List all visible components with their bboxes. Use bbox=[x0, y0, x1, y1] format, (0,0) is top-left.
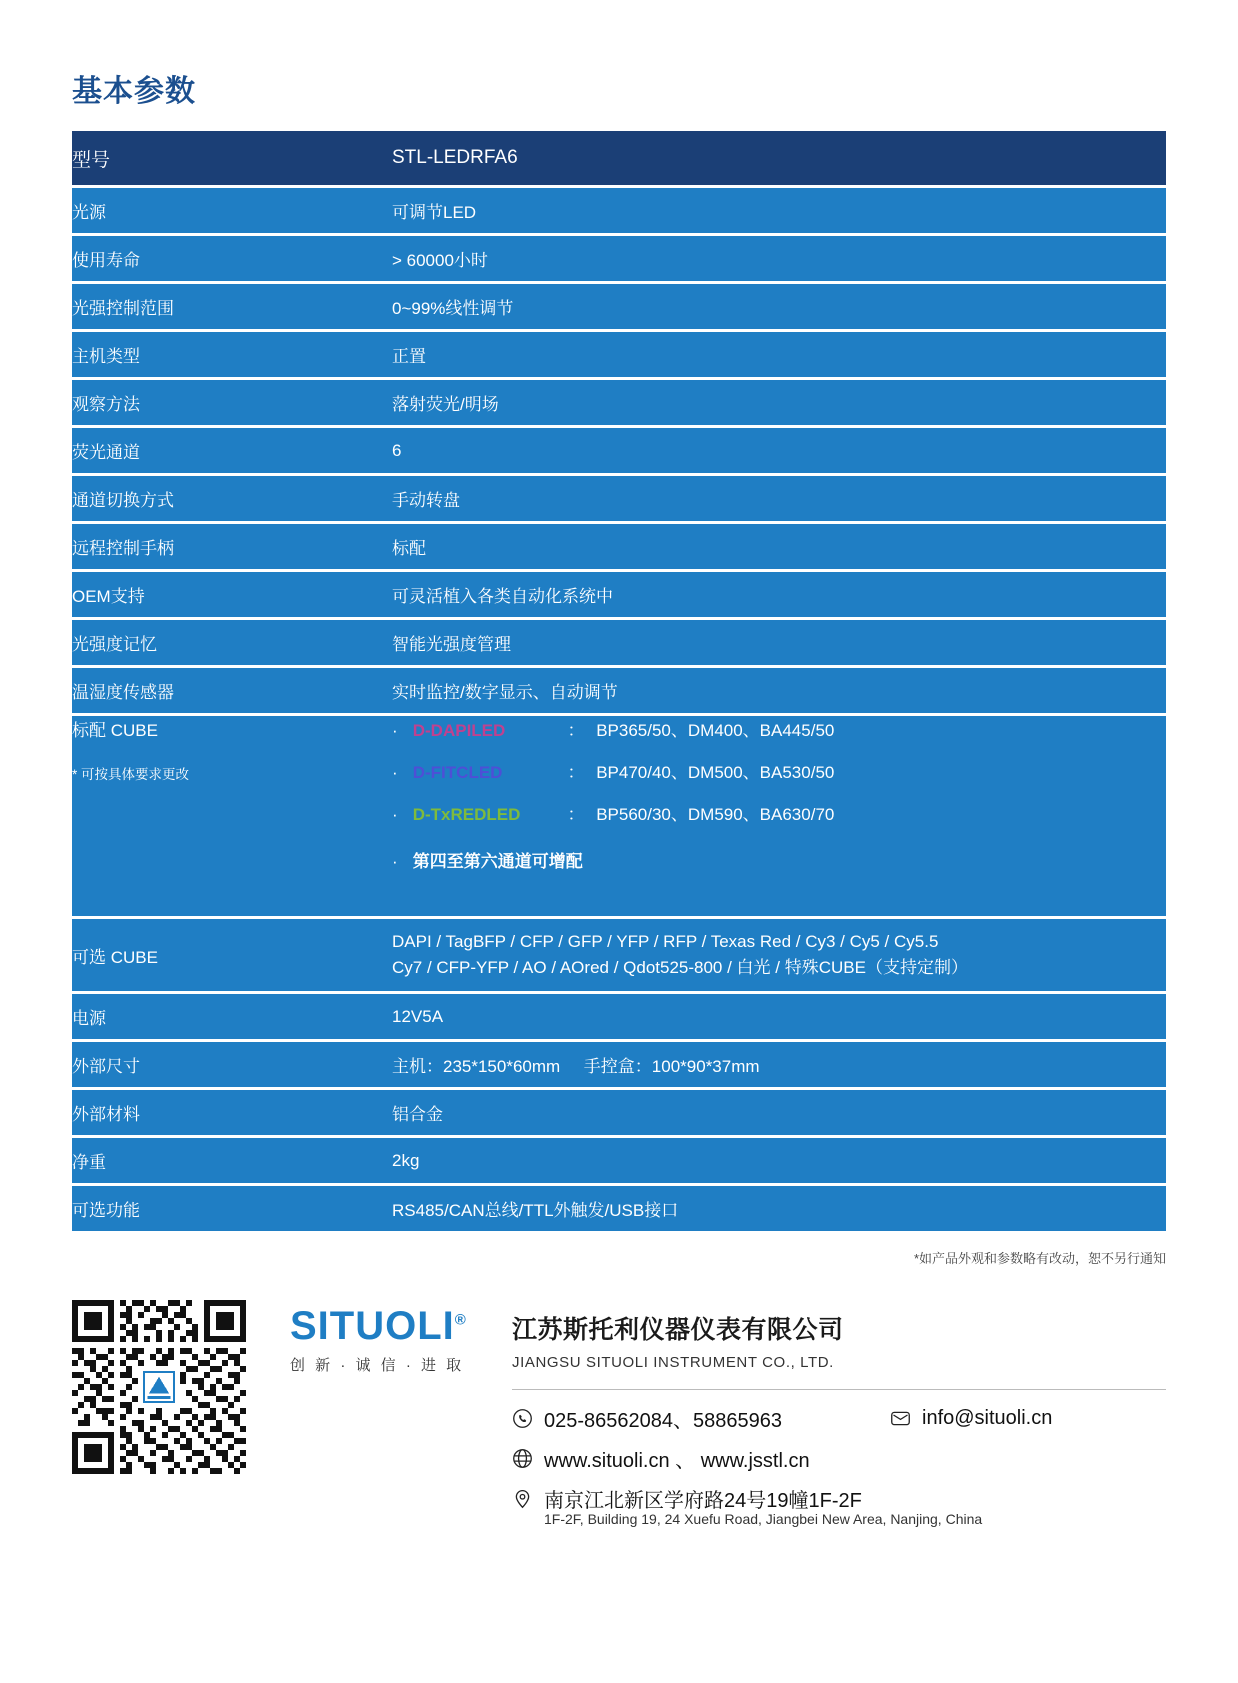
email-icon bbox=[890, 1408, 911, 1429]
footer-divider bbox=[512, 1389, 1166, 1390]
spec-table-body bbox=[72, 131, 1166, 1231]
cube-extra-item bbox=[392, 847, 1166, 872]
qr-code-image bbox=[72, 1300, 246, 1474]
table-row bbox=[72, 236, 1166, 281]
bullet-icon: · bbox=[392, 721, 398, 740]
contact-address-row bbox=[512, 1484, 1166, 1513]
brand-block bbox=[290, 1306, 498, 1375]
cube-item-spec: BP470/40、DM500、BA530/50 bbox=[596, 763, 835, 782]
bullet-icon: · bbox=[392, 852, 398, 871]
contact-website-row bbox=[512, 1444, 1166, 1473]
table-row bbox=[72, 284, 1166, 329]
optional-cube-value bbox=[392, 919, 1166, 991]
footer-content bbox=[290, 1300, 1166, 1527]
location-pin-icon bbox=[512, 1488, 533, 1509]
cube-item bbox=[392, 800, 1166, 825]
table-row bbox=[72, 572, 1166, 617]
row-label: 使用寿命 bbox=[72, 236, 392, 281]
row-label: 观察方法 bbox=[72, 380, 392, 425]
table-row bbox=[72, 620, 1166, 665]
table-row bbox=[72, 380, 1166, 425]
address-cn: 南京江北新区学府路24号19幢1F-2F bbox=[544, 1490, 862, 1512]
registered-mark-icon: ® bbox=[454, 1311, 467, 1329]
standard-cube-value-cell bbox=[392, 716, 1166, 916]
standard-cube-row bbox=[72, 716, 1166, 916]
address-en: 1F-2F, Building 19, 24 Xuefu Road, Jiangbei New Area, Nanjing, China bbox=[544, 1511, 983, 1527]
row-value: 智能光强度管理 bbox=[392, 620, 1166, 665]
cube-item-colon: ： bbox=[567, 721, 585, 740]
header-value: STL-LEDRFA6 bbox=[392, 131, 1166, 185]
table-row bbox=[72, 994, 1166, 1039]
cube-item-spec: BP560/30、DM590、BA630/70 bbox=[596, 805, 835, 824]
bullet-icon: · bbox=[392, 805, 398, 824]
row-label: 通道切换方式 bbox=[72, 476, 392, 521]
row-label: 远程控制手柄 bbox=[72, 524, 392, 569]
table-row bbox=[72, 332, 1166, 377]
phone-number[interactable]: 025-86562084、58865963 bbox=[544, 1410, 782, 1432]
table-row bbox=[72, 476, 1166, 521]
row-value: 可调节LED bbox=[392, 188, 1166, 233]
row-value: 主机：235*150*60mm 手控盒：100*90*37mm bbox=[392, 1057, 760, 1076]
row-value-wrap bbox=[392, 1042, 1166, 1087]
table-row bbox=[72, 428, 1166, 473]
optional-cube-row bbox=[72, 919, 1166, 991]
globe-icon bbox=[512, 1448, 533, 1469]
row-value: 实时监控/数字显示、自动调节 bbox=[392, 668, 1166, 713]
footer bbox=[72, 1300, 1166, 1527]
row-label: OEM支持 bbox=[72, 572, 392, 617]
cube-item bbox=[392, 758, 1166, 783]
contact-list bbox=[512, 1404, 1166, 1527]
company-block bbox=[512, 1310, 844, 1375]
company-name-en: JIANGSU SITUOLI INSTRUMENT CO., LTD. bbox=[512, 1354, 834, 1371]
contact-email-group bbox=[890, 1407, 1052, 1430]
row-value: 2kg bbox=[392, 1138, 1166, 1183]
standard-cube-label: 标配 CUBE bbox=[72, 721, 158, 740]
company-name-cn: 江苏斯托利仪器仪表有限公司 bbox=[512, 1316, 844, 1344]
row-value: 正置 bbox=[392, 332, 1166, 377]
optional-cube-line-1: DAPI / TagBFP / CFP / GFP / YFP / RFP / Texas Red / Cy3 / Cy5 / Cy5.5 bbox=[392, 931, 939, 951]
cube-extra-text: 第四至第六通道可增配 bbox=[412, 852, 583, 871]
row-label: 光强控制范围 bbox=[72, 284, 392, 329]
row-value: 落射荧光/明场 bbox=[392, 380, 1166, 425]
table-row bbox=[72, 524, 1166, 569]
row-value: 铝合金 bbox=[392, 1090, 1166, 1135]
table-row bbox=[72, 1090, 1166, 1135]
row-value: 12V5A bbox=[392, 994, 1166, 1039]
phone-icon bbox=[512, 1408, 533, 1429]
row-label: 电源 bbox=[72, 994, 392, 1039]
cube-item-colon: ： bbox=[567, 763, 585, 782]
contact-phone-row bbox=[512, 1404, 1166, 1433]
table-row bbox=[72, 1042, 1166, 1087]
spec-table bbox=[72, 128, 1166, 1234]
row-label: 主机类型 bbox=[72, 332, 392, 377]
cube-item-name: D-DAPILED bbox=[412, 721, 506, 740]
row-value: 0~99%线性调节 bbox=[392, 284, 1166, 329]
row-value: > 60000小时 bbox=[392, 236, 1166, 281]
row-value: 手动转盘 bbox=[392, 476, 1166, 521]
row-value: RS485/CAN总线/TTL外触发/USB接口 bbox=[392, 1186, 1166, 1231]
standard-cube-note: * 可按具体要求更改 bbox=[72, 767, 190, 782]
brand-slogan: 创 新 · 诚 信 · 进 取 bbox=[290, 1357, 465, 1374]
table-header-row bbox=[72, 131, 1166, 185]
table-row bbox=[72, 188, 1166, 233]
cube-item-colon: ： bbox=[567, 805, 585, 824]
row-label: 净重 bbox=[72, 1138, 392, 1183]
row-label: 温湿度传感器 bbox=[72, 668, 392, 713]
optional-cube-label: 可选 CUBE bbox=[72, 919, 392, 991]
row-label: 可选功能 bbox=[72, 1186, 392, 1231]
row-label: 光强度记忆 bbox=[72, 620, 392, 665]
page-title: 基本参数 bbox=[72, 75, 196, 108]
row-value: 6 bbox=[392, 428, 1166, 473]
brand-logo-text bbox=[290, 1306, 467, 1346]
table-row bbox=[72, 1186, 1166, 1231]
optional-cube-line-2: Cy7 / CFP-YFP / AO / AOred / Qdot525-800 / 白光 / 特殊CUBE（支持定制） bbox=[392, 958, 968, 977]
cube-item-name: D-FITCLED bbox=[412, 763, 503, 782]
qr-code bbox=[72, 1300, 246, 1474]
row-label: 光源 bbox=[72, 188, 392, 233]
brand-row bbox=[290, 1306, 1166, 1375]
cube-item bbox=[392, 716, 1166, 741]
row-label: 荧光通道 bbox=[72, 428, 392, 473]
row-label: 外部材料 bbox=[72, 1090, 392, 1135]
header-label: 型号 bbox=[72, 131, 392, 185]
bullet-icon: · bbox=[392, 763, 398, 782]
email-address[interactable]: info@situoli.cn bbox=[922, 1407, 1053, 1429]
cube-item-name: D-TxREDLED bbox=[412, 805, 521, 824]
cube-item-spec: BP365/50、DM400、BA445/50 bbox=[596, 721, 835, 740]
row-label: 外部尺寸 bbox=[72, 1042, 392, 1087]
website-url[interactable]: www.situoli.cn 、 www.jsstl.cn bbox=[544, 1450, 810, 1472]
table-row bbox=[72, 1138, 1166, 1183]
row-value: 可灵活植入各类自动化系统中 bbox=[392, 572, 1166, 617]
row-value: 标配 bbox=[392, 524, 1166, 569]
brand-name-text: SITUOLI bbox=[290, 1304, 455, 1348]
standard-cube-label-cell bbox=[72, 716, 392, 916]
table-footnote: *如产品外观和参数略有改动，恕不另行通知 bbox=[913, 1251, 1166, 1266]
table-row bbox=[72, 668, 1166, 713]
